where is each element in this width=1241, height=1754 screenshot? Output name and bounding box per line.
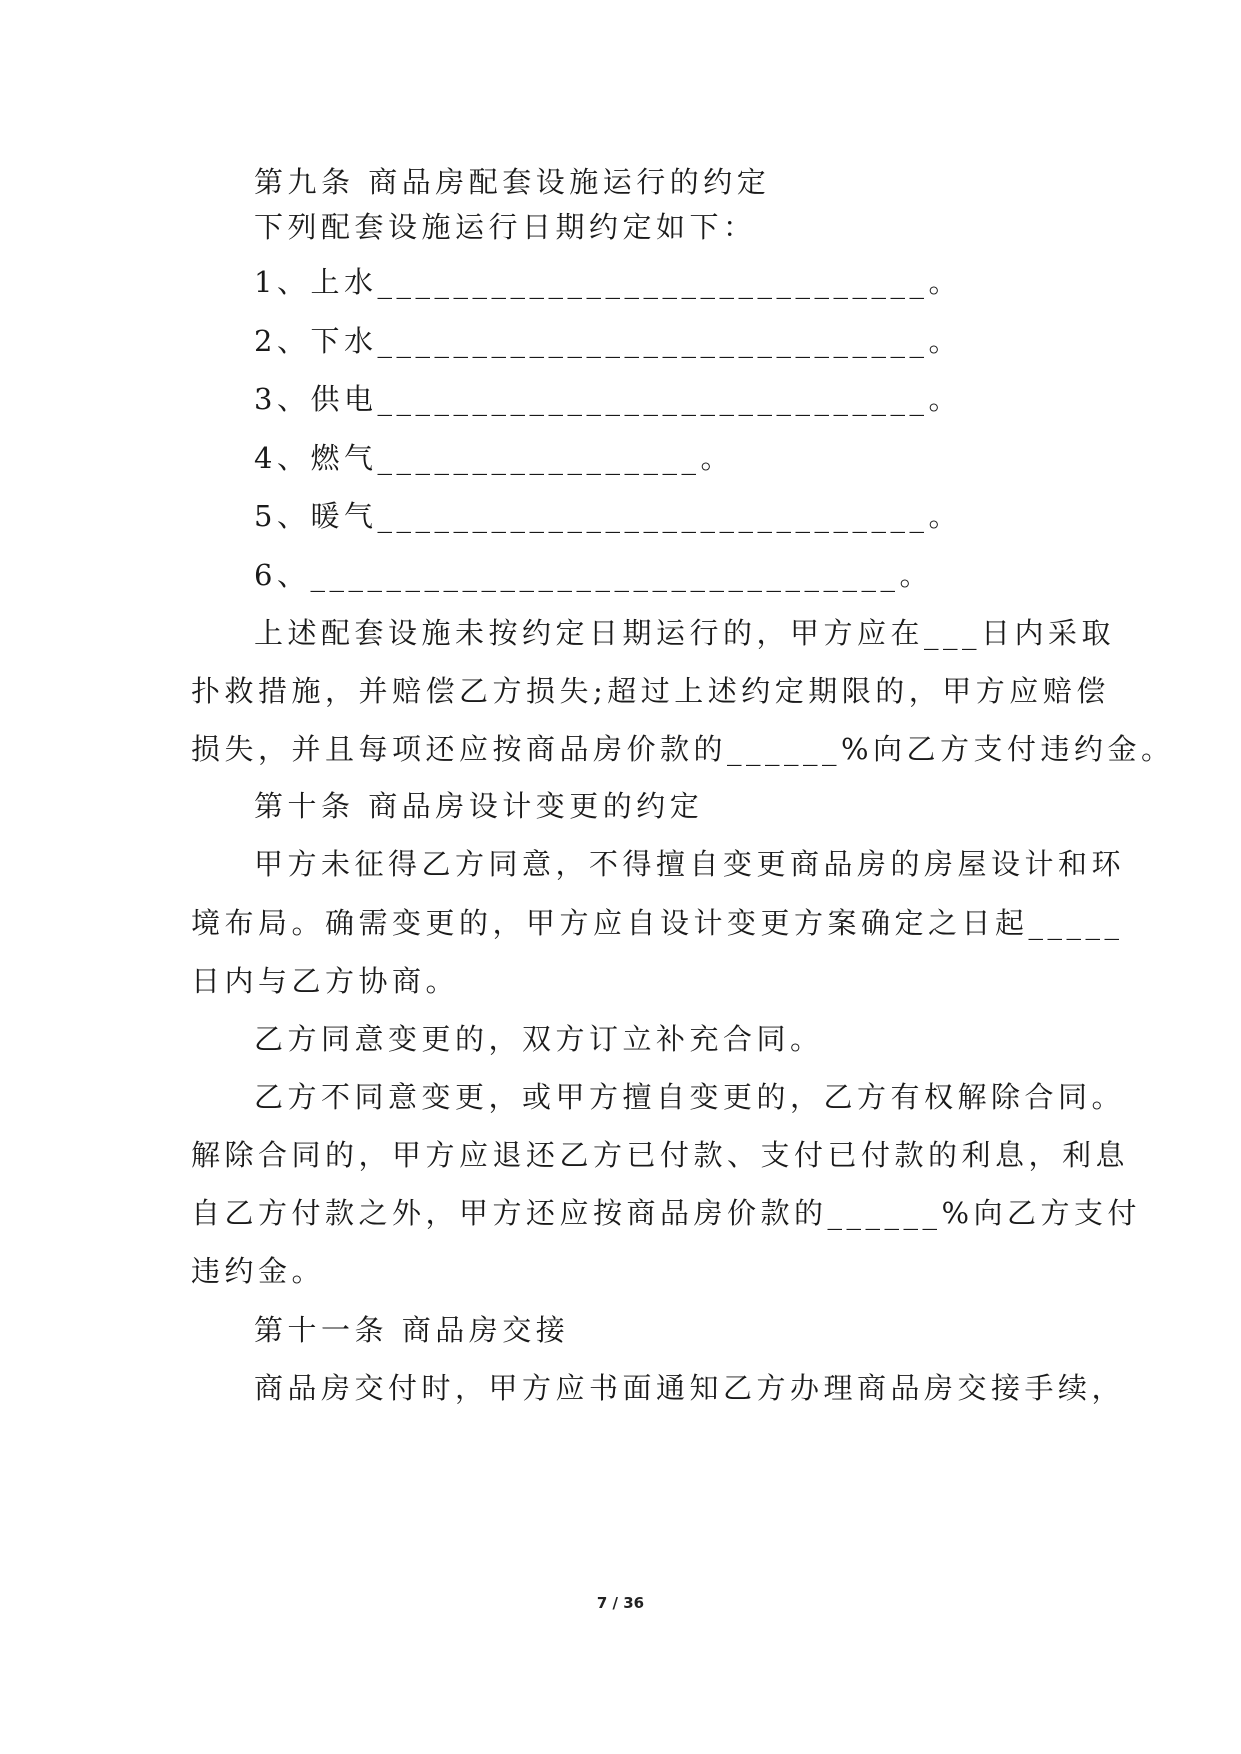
list-item-heating: 5、暖气_____________________________。 <box>254 499 962 533</box>
heading-article-10: 第十条 商品房设计变更的约定 <box>254 789 704 823</box>
heading-article-11: 第十一条 商品房交接 <box>254 1313 570 1347</box>
list-item-drainage: 2、下水_____________________________。 <box>254 324 962 358</box>
paragraph-line: 解除合同的，甲方应退还乙方已付款、支付已付款的利息，利息 <box>191 1138 1130 1172</box>
paragraph-line: 上述配套设施未按约定日期运行的，甲方应在___日内采取 <box>254 616 1116 650</box>
heading-article-9: 第九条 商品房配套设施运行的约定 <box>254 165 771 199</box>
paragraph-line: 商品房交付时，甲方应书面通知乙方办理商品房交接手续， <box>254 1371 1126 1405</box>
list-item-other: 6、_______________________________。 <box>254 558 933 592</box>
paragraph-line: 日内与乙方协商。 <box>191 964 460 998</box>
paragraph-line: 扑救措施，并赔偿乙方损失;超过上述约定期限的，甲方应赔偿 <box>191 674 1110 708</box>
paragraph-line: 境布局。确需变更的，甲方应自设计变更方案确定之日起_____ <box>191 906 1124 940</box>
list-item-gas: 4、燃气_________________。 <box>254 441 734 475</box>
paragraph-line: 乙方不同意变更，或甲方擅自变更的，乙方有权解除合同。 <box>254 1080 1126 1114</box>
paragraph-line: 乙方同意变更的，双方订立补充合同。 <box>254 1022 824 1056</box>
paragraph-line: 违约金。 <box>191 1254 326 1288</box>
paragraph-line: 自乙方付款之外，甲方还应按商品房价款的______%向乙方支付 <box>191 1196 1142 1230</box>
paragraph-line: 甲方未征得乙方同意，不得擅自变更商品房的房屋设计和环 <box>254 847 1126 881</box>
list-item-water-supply: 1、上水_____________________________。 <box>254 265 962 299</box>
list-item-power: 3、供电_____________________________。 <box>254 382 962 416</box>
page-number: 7 / 36 <box>596 1594 645 1612</box>
paragraph-line: 下列配套设施运行日期约定如下： <box>254 210 757 244</box>
paragraph-line: 损失，并且每项还应按商品房价款的______%向乙方支付违约金。 <box>191 732 1175 766</box>
